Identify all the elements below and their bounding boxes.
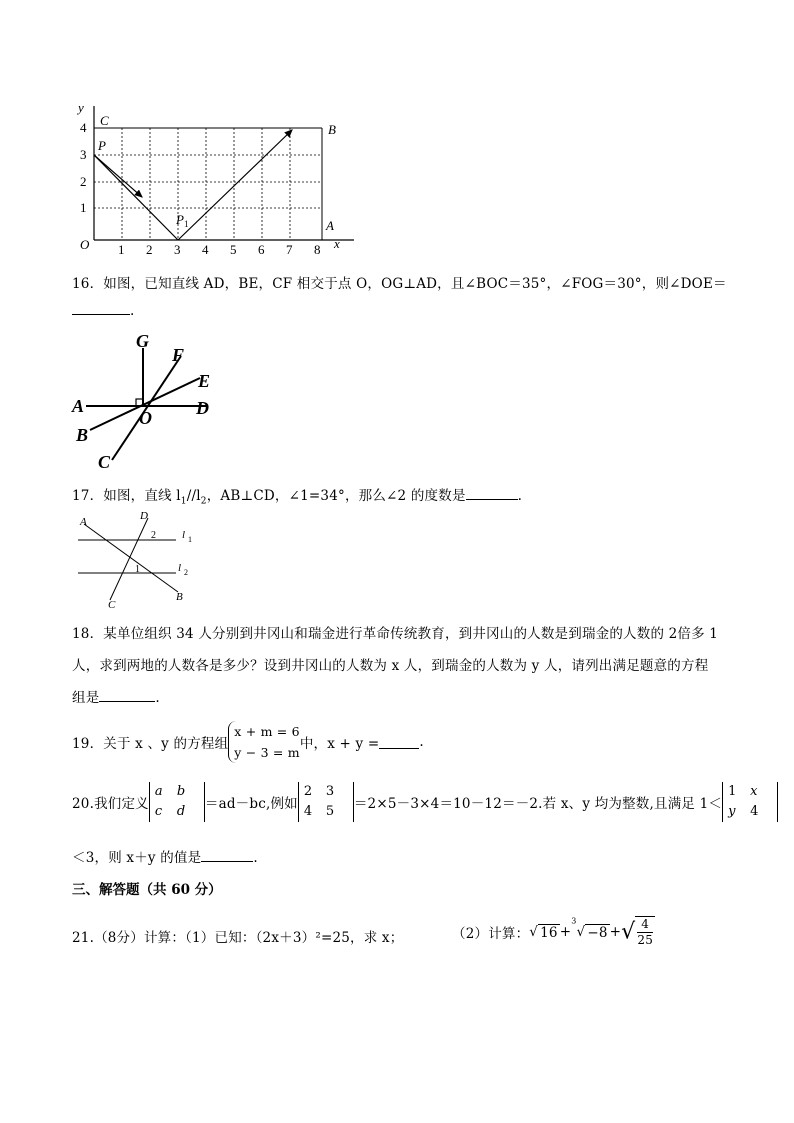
cube-root-sign: √ <box>576 924 586 940</box>
question-20-text-end: ＜3，则 x＋y 的值是 <box>72 850 202 866</box>
sqrt-sign: √ <box>529 924 539 940</box>
label-a: A <box>72 396 85 416</box>
angle-1-label: 1 <box>135 564 140 575</box>
ex-a: 2 <box>303 784 313 799</box>
condition-determinant <box>722 782 778 822</box>
x-tick-3: 3 <box>174 242 181 257</box>
fraction-denominator: 25 <box>637 933 654 947</box>
question-20-line-2 <box>72 846 258 866</box>
x-tick-1: 1 <box>118 242 125 257</box>
y-tick-4: 4 <box>80 120 87 135</box>
label-a: A <box>80 516 87 528</box>
cond-d: 4 <box>750 804 759 819</box>
question-19-end: . <box>419 734 424 750</box>
question-19-text-after: 中，x + y = <box>299 736 380 752</box>
cond-b: x <box>750 784 758 799</box>
definition-determinant <box>149 782 205 822</box>
cond-a: 1 <box>728 784 737 799</box>
answer-blank-19[interactable] <box>379 736 419 749</box>
det-d: d <box>176 804 186 819</box>
ex-d: 5 <box>325 804 335 819</box>
question-18-line-3 <box>72 686 160 706</box>
example-determinant <box>298 782 354 822</box>
label-c: C <box>108 599 116 611</box>
x-tick-7: 7 <box>286 242 293 257</box>
question-20-definition-text: ＝ad－bc,例如 <box>204 796 298 812</box>
label-l2: l <box>178 562 182 574</box>
equation-2: y − 3 = m <box>234 745 300 760</box>
question-16 <box>72 272 727 292</box>
x-tick-6: 6 <box>258 242 265 257</box>
det-c: c <box>154 804 163 819</box>
y-tick-1: 1 <box>80 200 87 215</box>
point-a-label: A <box>326 218 334 233</box>
line-ab <box>84 524 178 592</box>
question-16-answer-line <box>72 302 135 319</box>
point-p1-subscript: 1 <box>184 219 189 229</box>
question-17-text-rest: ，AB⊥CD，∠1=34°，那么∠2 的度数是 <box>206 488 466 504</box>
plus-sign-2: + <box>609 924 622 940</box>
ex-b: 3 <box>325 784 335 799</box>
answer-blank-18[interactable] <box>99 689 155 702</box>
part-2-label: （2）计算： <box>452 926 530 942</box>
answer-blank-16[interactable] <box>72 302 130 315</box>
answer-blank-17[interactable] <box>466 487 518 500</box>
question-18-line-1: 18．某单位组织 34 人分别到井冈山和瑞金进行革命传统教育，到井冈山的人数是到瑞金的人数的 2倍多 1 <box>72 626 719 642</box>
equation-1: x + m = 6 <box>234 724 300 739</box>
question-17-text-parallel: //l <box>186 488 201 504</box>
arrow-p-p1 <box>94 155 142 197</box>
question-21-part-2 <box>452 916 655 948</box>
question-21-part-1: 21.（8分）计算：（1）已知：（2x＋3）²=25，求 x； <box>72 930 404 946</box>
subscript-1: 1 <box>180 496 187 507</box>
question-18-end: . <box>155 690 160 706</box>
y-axis-label: y <box>78 100 84 115</box>
label-l1-subscript: 1 <box>188 535 192 544</box>
fraction-numerator: 4 <box>637 917 653 933</box>
line-cd <box>110 518 148 600</box>
x-tick-4: 4 <box>202 242 209 257</box>
det-a: a <box>154 784 163 799</box>
figure-16-lines <box>66 328 226 478</box>
question-17 <box>72 484 522 507</box>
question-19 <box>72 721 424 763</box>
label-o: O <box>139 408 152 428</box>
point-c-label: C <box>100 113 109 128</box>
point-b-label: B <box>328 122 336 137</box>
radicand-neg8: −8 <box>587 924 608 941</box>
label-d: D <box>140 510 148 522</box>
label-c: C <box>98 452 111 472</box>
label-l2-subscript: 2 <box>184 568 188 577</box>
arrow-p1-b <box>178 130 292 240</box>
label-e: E <box>198 371 211 391</box>
fraction <box>635 916 655 948</box>
question-17-end: . <box>517 488 523 504</box>
question-20-line-1 <box>72 782 778 822</box>
grid <box>94 128 322 240</box>
x-tick-2: 2 <box>146 242 153 257</box>
x-tick-5: 5 <box>230 242 237 257</box>
label-f: F <box>172 345 185 365</box>
plus-sign-1: + <box>559 924 572 940</box>
radicand-16: 16 <box>540 924 558 941</box>
y-tick-2: 2 <box>80 174 87 189</box>
det-b: b <box>176 784 186 799</box>
question-20-example-text: ＝2×5－3×4＝10－12＝－2.若 x、y 均为整数,且满足 1＜ <box>353 796 723 812</box>
question-17-text-start: 17．如图，直线 l <box>72 488 181 504</box>
point-p-label: P <box>98 138 106 153</box>
label-l1: l <box>182 529 186 541</box>
section-heading: 三、解答题（共 60 分） <box>72 882 222 898</box>
subscript-2: 2 <box>200 496 207 507</box>
question-16-text: 16．如图，已知直线 AD，BE，CF 相交于点 O，OG⊥AD，且∠BOC＝35°，∠FOG＝30°，则∠DOE＝ <box>72 276 727 292</box>
cond-c: y <box>728 804 736 819</box>
label-b: B <box>76 425 89 445</box>
coordinate-graph <box>70 98 360 258</box>
question-19-text: 19．关于 x 、y 的方程组 <box>72 736 229 752</box>
question-18-line-2: 人，求到两地的人数各是多少？设到井冈山的人数为 x 人，到瑞金的人数为 y 人，请列出满足题意的方程 <box>72 658 709 674</box>
point-p1-label: P <box>176 212 184 227</box>
question-18-text-end: 组是 <box>72 690 100 706</box>
sqrt-sign-large: √ <box>621 919 636 945</box>
angle-2-label: 2 <box>151 530 156 541</box>
label-b: B <box>176 591 183 603</box>
ex-c: 4 <box>303 804 313 819</box>
origin-label: O <box>80 237 90 252</box>
x-tick-8: 8 <box>314 242 321 257</box>
question-20-text: 20.我们定义 <box>72 796 149 812</box>
label-g: G <box>136 331 149 351</box>
figure-17-parallel-lines <box>72 508 202 612</box>
question-16-end: . <box>130 303 135 319</box>
answer-blank-20[interactable] <box>201 849 253 862</box>
x-axis-label: x <box>334 236 340 251</box>
equation-system <box>228 721 300 763</box>
label-d: D <box>196 398 209 418</box>
y-tick-3: 3 <box>80 147 87 162</box>
path-p-p1 <box>94 155 178 240</box>
question-20-end: . <box>253 850 258 866</box>
cube-root-index: 3 <box>571 916 577 926</box>
